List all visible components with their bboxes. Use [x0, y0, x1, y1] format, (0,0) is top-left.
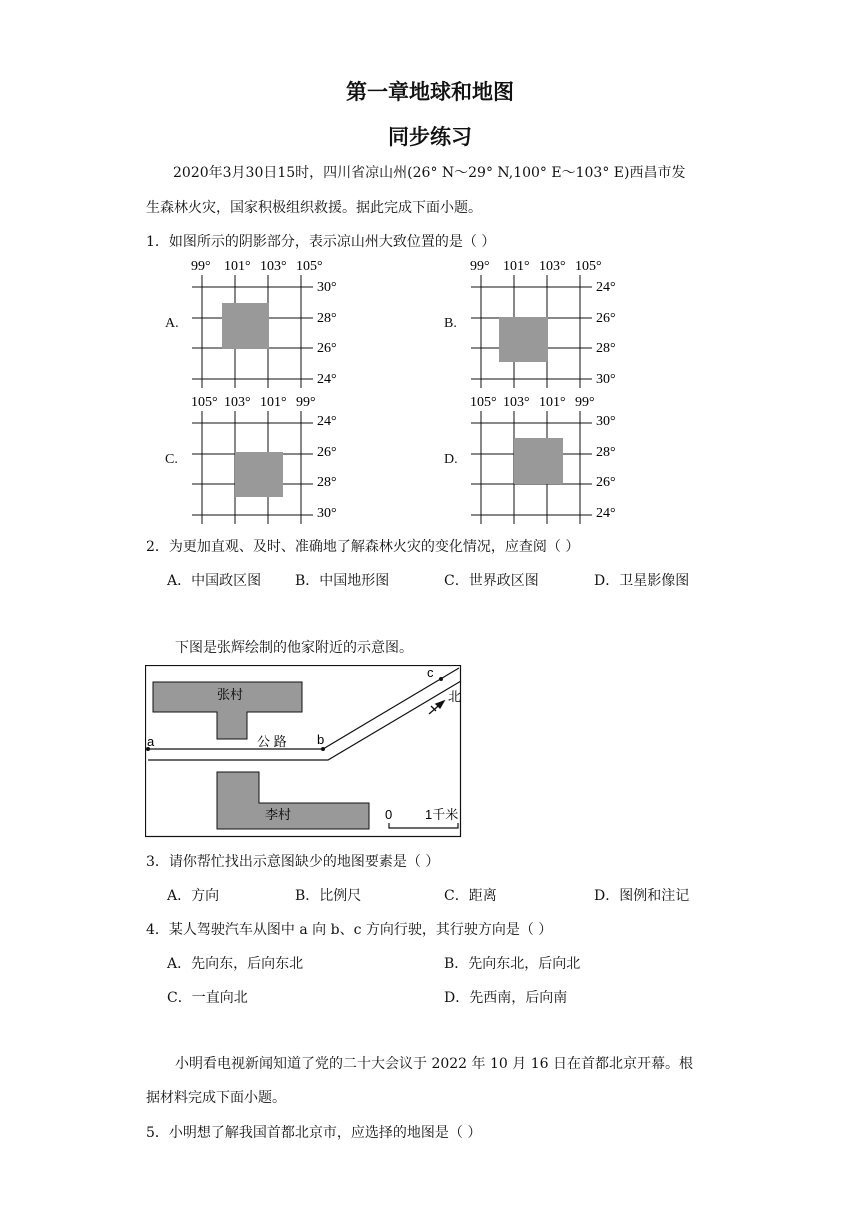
lon-label: 99°: [296, 395, 316, 410]
lat-label: 28°: [596, 341, 616, 356]
lat-label: 26°: [317, 445, 337, 460]
scale-unit-label: 1千米: [425, 807, 459, 822]
question-2-option-b: B．中国地形图: [295, 573, 390, 589]
sketch-map: [145, 665, 462, 838]
shaded-region: [499, 317, 548, 362]
intro-paragraph-3-line-1: 小明看电视新闻知道了党的二十大会议于 2022 年 10 月 16 日在首都北京开幕。根: [175, 1056, 693, 1072]
lat-label: 26°: [317, 341, 337, 356]
question-3-option-b: B．比例尺: [295, 888, 362, 904]
question-5-stem: 5．小明想了解我国首都北京市，应选择的地图是（ ）: [146, 1125, 482, 1141]
question-1-stem: 1．如图所示的阴影部分，表示凉山州大致位置的是（ ）: [146, 234, 496, 250]
point-c-dot: [439, 677, 443, 681]
shaded-region: [514, 438, 563, 484]
lat-label: 24°: [317, 414, 337, 429]
lat-label: 30°: [596, 372, 616, 387]
road-label: 公 路: [257, 734, 287, 749]
shaded-region: [222, 303, 269, 349]
lon-label: 103°: [224, 395, 251, 410]
question-4-option-c: C．一直向北: [167, 990, 248, 1006]
grid-figure-b: [459, 255, 629, 390]
lon-label: 103°: [260, 259, 287, 274]
north-label: 北: [448, 689, 462, 704]
question-2-option-c: C．世界政区图: [444, 573, 539, 589]
intro-paragraph-1-line-2: 生森林火灾，国家积极组织救援。据此完成下面小题。: [146, 200, 482, 216]
question-2-stem: 2．为更加直观、及时、准确地了解森林火灾的变化情况，应查阅（ ）: [146, 539, 580, 555]
lon-label: 105°: [296, 259, 323, 274]
lon-label: 99°: [191, 259, 211, 274]
point-c-label: c: [427, 665, 434, 680]
option-b-letter: B.: [444, 316, 457, 331]
li-village-label: 李村: [265, 807, 292, 822]
option-a-letter: A.: [165, 316, 179, 331]
lon-label: 101°: [539, 395, 566, 410]
intro-paragraph-2: 下图是张辉绘制的他家附近的示意图。: [175, 640, 413, 656]
question-3-option-d: D．图例和注记: [594, 888, 690, 904]
lat-label: 24°: [596, 506, 616, 521]
lon-label: 101°: [260, 395, 287, 410]
point-b-dot: [321, 747, 325, 751]
grid-figure-c: [180, 391, 350, 526]
lon-label: 105°: [470, 395, 497, 410]
option-d-letter: D.: [444, 452, 458, 467]
lon-label: 101°: [224, 259, 251, 274]
page-subtitle: 同步练习: [388, 125, 472, 149]
zhang-village-label: 张村: [217, 687, 244, 702]
question-2-option-d: D．卫星影像图: [594, 573, 690, 589]
lat-label: 24°: [596, 280, 616, 295]
lat-label: 26°: [596, 475, 616, 490]
lat-label: 30°: [596, 414, 616, 429]
page-title: 第一章地球和地图: [346, 80, 514, 104]
grid-figure-d: [459, 391, 629, 526]
question-3-option-a: A．方向: [167, 888, 220, 904]
scale-zero-label: 0: [385, 807, 393, 822]
question-4-option-b: B．先向东北，后向北: [444, 956, 581, 972]
point-a-label: a: [147, 734, 155, 749]
option-c-letter: C.: [165, 452, 178, 467]
lon-label: 103°: [539, 259, 566, 274]
lat-label: 28°: [317, 475, 337, 490]
question-4-option-d: D．先西南，后向南: [444, 990, 568, 1006]
lon-label: 101°: [503, 259, 530, 274]
lat-label: 30°: [317, 506, 337, 521]
intro-paragraph-1-line-1: 2020年3月30日15时，四川省凉山州(26° N～29° N,100° E～103° E)西昌市发: [173, 165, 686, 181]
question-3-option-c: C．距离: [444, 888, 497, 904]
grid-figure-a: [180, 255, 350, 390]
shaded-region: [235, 452, 283, 497]
question-2-option-a: A．中国政区图: [167, 573, 262, 589]
lon-label: 103°: [503, 395, 530, 410]
lon-label: 105°: [191, 395, 218, 410]
question-4-stem: 4．某人驾驶汽车从图中 a 向 b、c 方向行驶，其行驶方向是（ ）: [146, 922, 553, 938]
intro-paragraph-3-line-2: 据材料完成下面小题。: [146, 1090, 286, 1106]
lat-label: 30°: [317, 280, 337, 295]
lon-label: 105°: [575, 259, 602, 274]
point-b-label: b: [317, 732, 325, 747]
lon-label: 99°: [575, 395, 595, 410]
question-4-option-a: A．先向东，后向东北: [167, 956, 304, 972]
question-3-stem: 3．请你帮忙找出示意图缺少的地图要素是（ ）: [146, 854, 440, 870]
lon-label: 99°: [470, 259, 490, 274]
lat-label: 26°: [596, 311, 616, 326]
lat-label: 24°: [317, 372, 337, 387]
lat-label: 28°: [596, 445, 616, 460]
lat-label: 28°: [317, 311, 337, 326]
